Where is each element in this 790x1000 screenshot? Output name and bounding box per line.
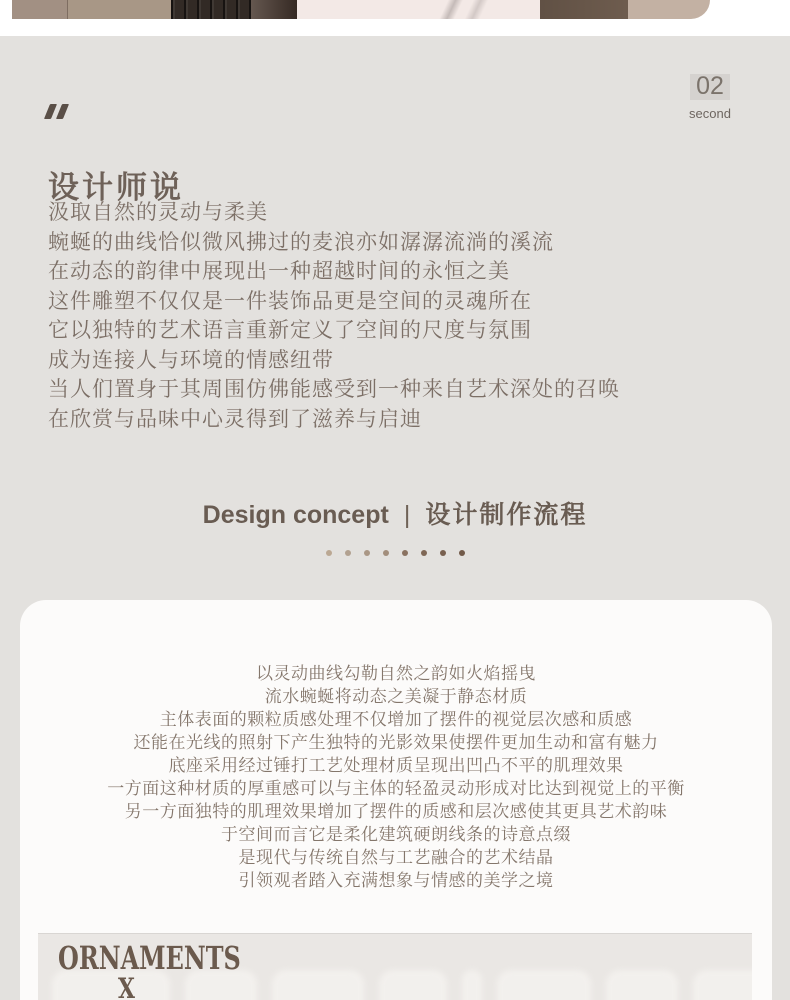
ornaments-x-mark: X bbox=[118, 973, 135, 1000]
paragraph-line: 引领观者踏入充满想象与情感的美学之境 bbox=[238, 871, 554, 890]
paragraph-line: 于空间而言它是柔化建筑硬朗线条的诗意点缀 bbox=[221, 825, 571, 844]
paragraph-line: 蜿蜒的曲线恰似微风拂过的麦浪亦如潺潺流淌的溪流 bbox=[48, 230, 554, 254]
photo-segment-marble bbox=[297, 0, 541, 19]
photo-segment-beige bbox=[628, 0, 710, 19]
paragraph-line: 以灵动曲线勾勒自然之韵如火焰摇曳 bbox=[256, 664, 536, 683]
paragraph-line: 汲取自然的灵动与柔美 bbox=[48, 201, 268, 224]
heading-separator: | bbox=[403, 501, 411, 529]
dot bbox=[326, 550, 332, 556]
paragraph-line: 还能在光线的照射下产生独特的光影效果使摆件更加生动和富有魅力 bbox=[133, 733, 659, 752]
paragraph-line: 在动态的韵律中展现出一种超越时间的永恒之美 bbox=[48, 260, 510, 283]
concept-card bbox=[20, 600, 772, 1000]
dot bbox=[383, 550, 389, 556]
step-number: 02 bbox=[690, 74, 730, 100]
photo-segment-slats bbox=[171, 0, 251, 19]
quote-icon bbox=[47, 104, 66, 119]
dot bbox=[459, 550, 465, 556]
paragraph-line: 一方面这种材质的厚重感可以与主体的轻盈灵动形成对比达到视觉上的平衡 bbox=[107, 779, 685, 798]
paragraph-line: 成为连接人与环境的情感纽带 bbox=[48, 348, 334, 372]
photo-segment-cabinet bbox=[12, 0, 68, 19]
photo-segment-wood bbox=[251, 0, 297, 19]
dot bbox=[440, 550, 446, 556]
dot bbox=[421, 550, 427, 556]
paragraph-line: 它以独特的艺术语言重新定义了空间的尺度与氛围 bbox=[48, 319, 532, 342]
process-heading-zh: 设计制作流程 bbox=[425, 501, 588, 529]
ornaments-brand-title: ORNAMENTS bbox=[58, 941, 241, 978]
dot-divider bbox=[0, 550, 790, 556]
ornaments-banner bbox=[38, 933, 752, 1000]
photo-segment-taupe bbox=[540, 0, 628, 19]
photo-segment-cabinet bbox=[68, 0, 171, 19]
hero-photo-strip bbox=[12, 0, 710, 19]
step-badge bbox=[672, 74, 748, 121]
concept-paragraph bbox=[20, 600, 772, 892]
dot bbox=[364, 550, 370, 556]
paragraph-line: 在欣赏与品味中心灵得到了滋养与启迪 bbox=[48, 407, 422, 431]
paragraph-line: 底座采用经过锤打工艺处理材质呈现出凹凸不平的肌理效果 bbox=[168, 756, 624, 775]
designer-paragraph bbox=[48, 198, 620, 434]
dot bbox=[402, 550, 408, 556]
paragraph-line: 是现代与传统自然与工艺融合的艺术结晶 bbox=[238, 848, 554, 867]
process-section-heading bbox=[0, 495, 790, 531]
process-heading-en: Design concept bbox=[202, 501, 389, 529]
step-unit-label: second bbox=[689, 106, 731, 121]
designer-section-title: 设计师说 bbox=[48, 169, 184, 205]
paragraph-line: 这件雕塑不仅仅是一件装饰品更是空间的灵魂所在 bbox=[48, 289, 532, 313]
dot bbox=[345, 550, 351, 556]
paragraph-line: 主体表面的颗粒质感处理不仅增加了摆件的视觉层次感和质感 bbox=[159, 710, 633, 729]
paragraph-line: 另一方面独特的肌理效果增加了摆件的质感和层次感使其更具艺术韵味 bbox=[124, 802, 668, 821]
paragraph-line: 流水蜿蜒将动态之美凝于静态材质 bbox=[264, 687, 528, 706]
paragraph-line: 当人们置身于其周围仿佛能感受到一种来自艺术深处的召唤 bbox=[48, 378, 620, 401]
